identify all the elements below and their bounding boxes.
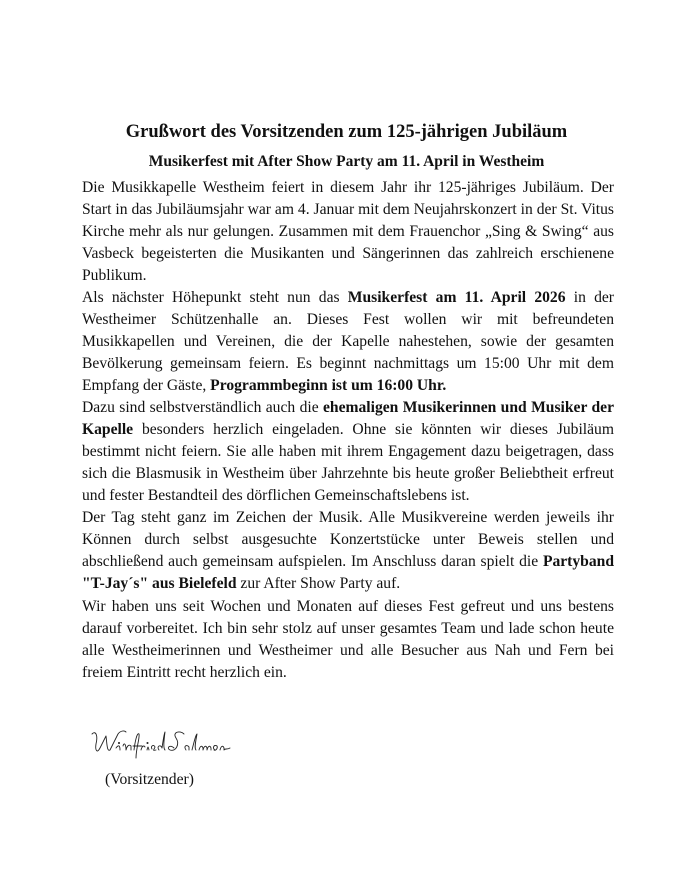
signer-role: (Vorsitzender): [105, 771, 194, 788]
emphasis-program-start: Programmbeginn ist um 16:00 Uhr.: [210, 377, 447, 394]
paragraph-text: Als nächster Höhepunkt steht nun das: [82, 289, 348, 306]
emphasis-former-musicians: ehemaligen Musikerinnen und Musiker der Kapelle: [82, 399, 614, 438]
emphasis-event-date: Musikerfest am 11. April 2026: [347, 289, 566, 306]
emphasis-partyband: Partyband "T-Jay´s" aus Bielefeld: [82, 553, 622, 592]
paragraph-text: zur After Show Party auf.: [236, 575, 401, 592]
paragraph-text: in der Westheimer Schützenhalle an. Dieses Fest wollen wir mit befreundeten Musikkapellen und Vereinen, die der Kapelle nahestehen, sowie der gesamten Bevölkerung gemeinsam feiern. Es beginnt nachmittags um 15:00 Uhr mit dem Empfang der Gäste,: [82, 289, 614, 394]
paragraph-text: Wir haben uns seit Wochen und Monaten auf dieses Fest gefreut und uns bestens darauf vorbereitet. Ich bin sehr stolz auf unser gesamtes Team und lade schon heute alle Westheimerinnen und Westheimer und alle Besucher aus Nah und Fern bei freiem Eintritt recht herzlich ein.: [82, 598, 614, 681]
handwritten-signature: [86, 724, 236, 764]
paragraph-text: Dazu sind selbstverständlich auch die: [82, 399, 323, 416]
paragraph-text: Der Tag steht ganz im Zeichen der Musik. Alle Musikvereine werden jeweils ihr Können durch selbst ausgesuchte Konzertstücke unter Beweis stellen und abschließend auch gemeinsam aufspielen. Im Anschluss daran spielt die: [82, 509, 614, 570]
paragraph-text: besonders herzlich eingeladen. Ohne sie könnten wir dieses Jubiläum bestimmt nicht feiern. Sie alle haben mit ihrem Engagement dazu beigetragen, dass sich die Blasmusik in Westheim über Jahrzehnte bis heute großer Beliebtheit erfreut und fester Bestandteil des dörflichen Gemeinschaftslebens ist.: [82, 421, 614, 504]
document-subtitle: Musikerfest mit After Show Party am 11. April in Westheim: [148, 153, 545, 170]
paragraph-2: [82, 287, 614, 397]
paragraph-1: [82, 177, 614, 287]
paragraph-3: [82, 397, 614, 507]
paragraph-4: [82, 507, 622, 595]
document-title: Grußwort des Vorsitzenden zum 125-jährigen Jubiläum: [125, 122, 568, 142]
paragraph-text: Die Musikkapelle Westheim feiert in diesem Jahr ihr 125-jähriges Jubiläum. Der Start in das Jubiläumsjahr war am 4. Januar mit dem Neujahrskonzert in der St. Vitus Kirche mehr als nur gelungen. Zusammen mit dem Frauenchor „Sing & Swing“ aus Vasbeck begeisterten die Musikanten und Sängerinnen das zahlreich erschienene Publikum.: [82, 179, 614, 284]
paragraph-5: [82, 596, 614, 684]
